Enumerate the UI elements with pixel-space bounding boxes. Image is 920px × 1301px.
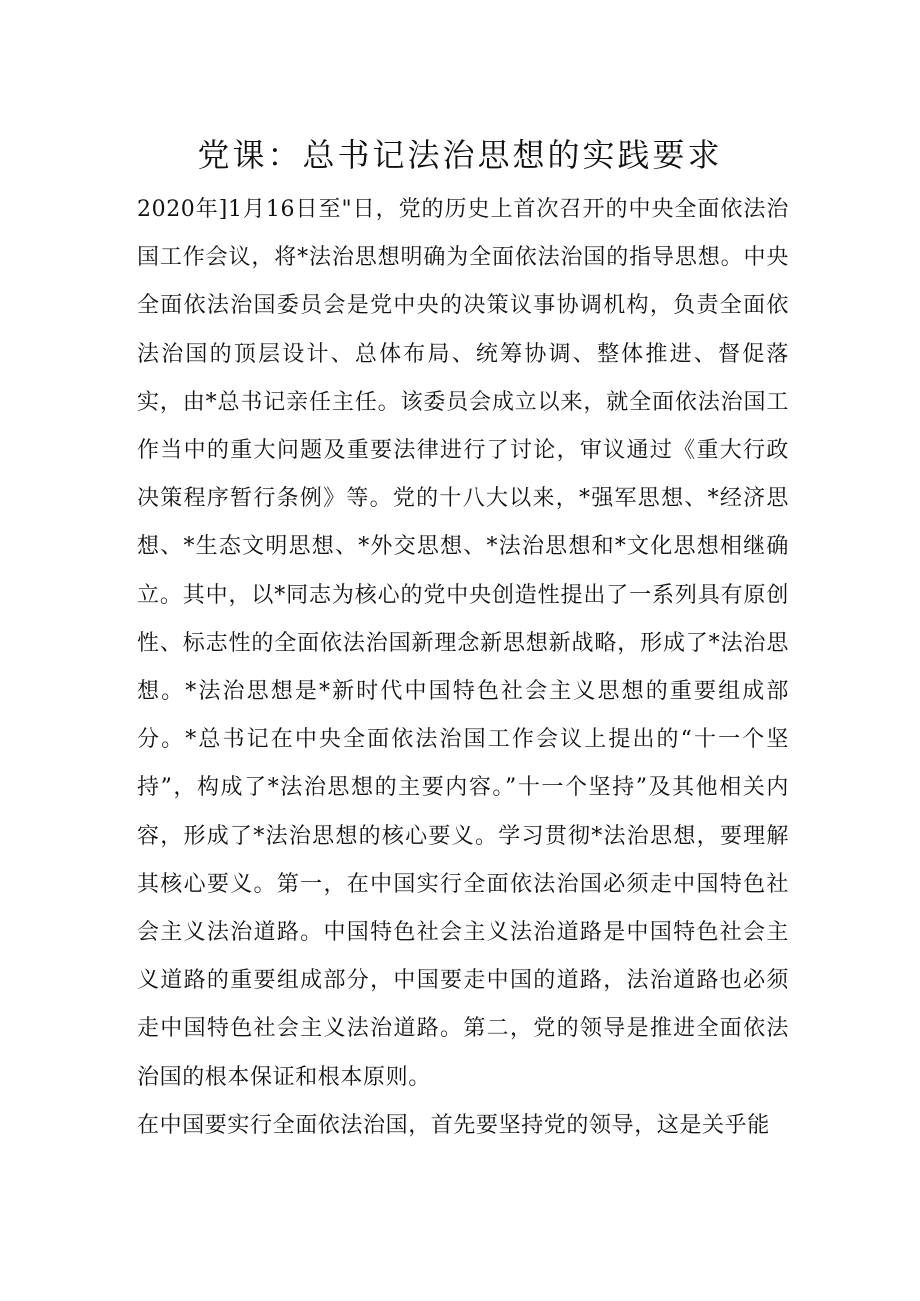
body-paragraph-1: 2020年]1月16日至"日，党的历史上首次召开的中央全面依法治国工作会议，将*法治思想明确为全面依法治国的指导思想。中央全面依法治国委员会是党中央的决策议事协调机构，负责全面依法治国的顶层设计、总体布局、统筹协调、整体推进、督促落实，由*总书记亲任主任。该委员会成立以来，就全面依法治国工作当中的重大问题及重要法律进行了讨论，审议通过《重大行政决策程序暂行条例》等。党的十八大以来，*强军思想、*经济思想、*生态文明思想、*外交思想、*法治思想和*文化思想相继确立。其中，以*同志为核心的党中央创造性提出了一系列具有原创性、标志性的全面依法治国新理念新思想新战略，形成了*法治思想。*法治思想是*新时代中国特色社会主义思想的重要组成部分。*总书记在中央全面依法治国工作会议上提出的“十一个坚持”，构成了*法治思想的主要内容。”十一个坚持”及其他相关内容，形成了*法治思想的核心要义。学习贯彻*法治思想，要理解其核心要义。第一，在中国实行全面依法治国必须走中国特色社会主义法治道路。中国特色社会主义法治道路是中国特色社会主义道路的重要组成部分，中国要走中国的道路，法治道路也必须走中国特色社会主义法治道路。第二，党的领导是推进全面依法治国的根本保证和根本原则。 xyxy=(137,197,789,1090)
body-paragraph-2: 在中国要实行全面依法治国，首先要坚持党的领导，这是关乎能 xyxy=(137,1112,770,1138)
document-body xyxy=(137,186,789,1150)
document-title: 党课：总书记法治思想的实践要求 xyxy=(197,136,723,174)
